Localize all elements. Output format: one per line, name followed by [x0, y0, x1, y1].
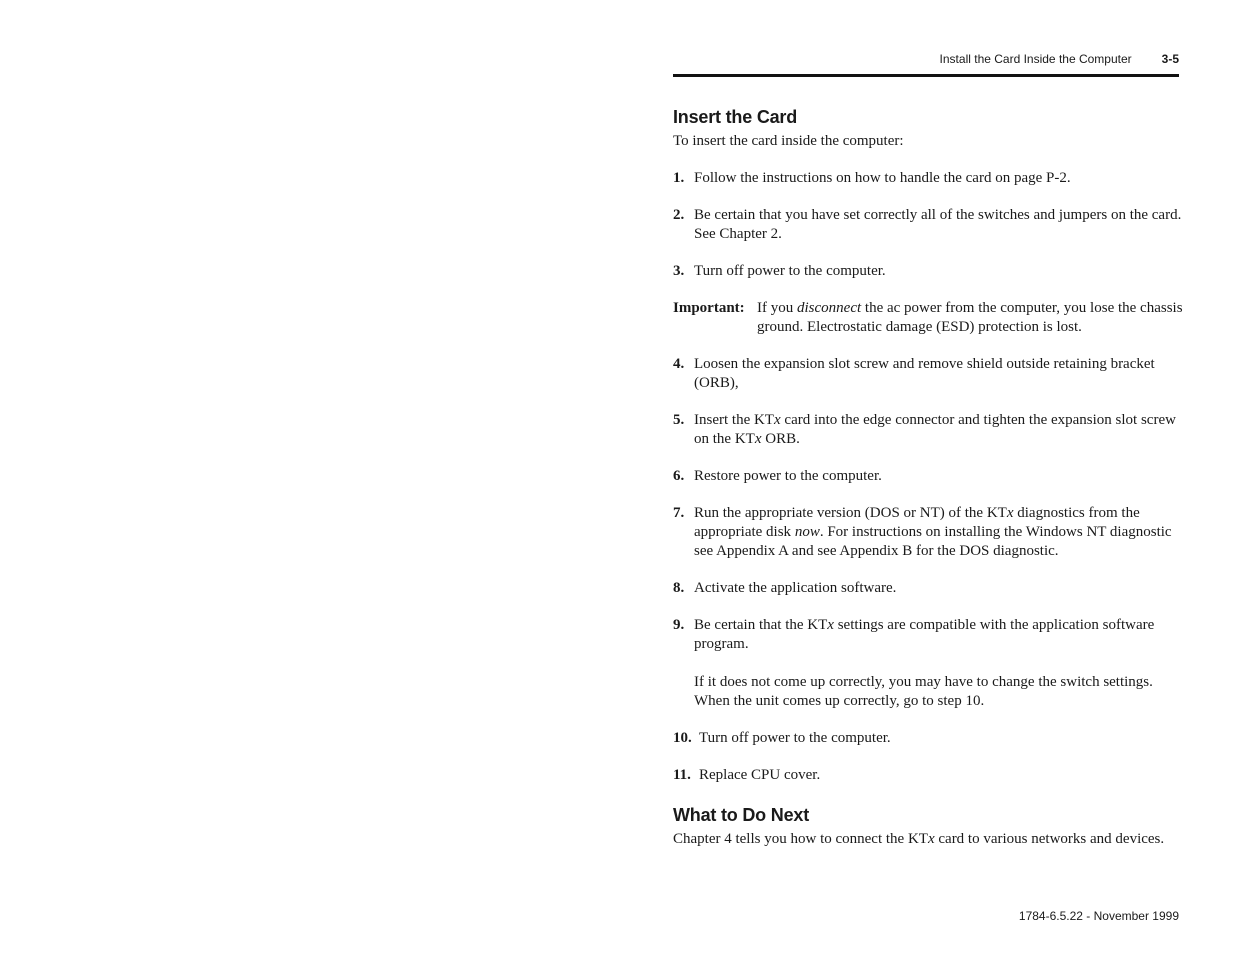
step-3: [673, 262, 1183, 281]
step-text: Follow the instructions on how to handle the card on page P-2.: [694, 170, 1071, 186]
step-text-part: Be certain that the KT: [694, 617, 828, 633]
important-label: Important:: [673, 300, 745, 316]
step-number: 6.: [673, 468, 685, 484]
ktx-suffix: x: [773, 412, 781, 428]
page-content: [673, 106, 1183, 849]
step-11: [673, 766, 1183, 785]
step-number: 8.: [673, 580, 685, 596]
step-text: Activate the application software.: [694, 580, 897, 596]
step-1: [673, 169, 1183, 188]
step-text-part: Run the appropriate version (DOS or NT) of the KT: [694, 505, 1007, 521]
step-text: Turn off power to the computer.: [694, 263, 886, 279]
step-5: [673, 411, 1183, 449]
step-text: [694, 504, 1183, 561]
step-text-part: diagnostics from the appropriate disk: [694, 505, 1140, 540]
what-next-text-part: Chapter 4 tells you how to connect the KT: [673, 831, 928, 847]
step-text: Restore power to the computer.: [694, 468, 882, 484]
step-2: [673, 206, 1183, 244]
ktx-suffix: x: [927, 831, 935, 847]
page-footer: 1784-6.5.22 - November 1999: [1018, 909, 1179, 923]
step-text-part: Insert the KT: [694, 412, 774, 428]
step-7: [673, 504, 1183, 561]
step-number: 7.: [673, 505, 685, 521]
step-text: Be certain that you have set correctly all of the switches and jumpers on the card. See Chapter 2.: [694, 207, 1182, 242]
section-heading-what-next: What to Do Next: [673, 805, 809, 825]
step-text: [694, 616, 1183, 654]
step-number: 2.: [673, 207, 685, 223]
step-4: [673, 355, 1183, 393]
ktx-suffix: x: [1006, 505, 1014, 521]
what-next-text-part: card to various networks and devices.: [934, 831, 1165, 847]
step-8: [673, 579, 1183, 598]
step-text: [694, 411, 1183, 449]
what-next-text: [673, 830, 1183, 849]
step-6: [673, 467, 1183, 486]
header-rule: [673, 74, 1179, 77]
step-text-part: . For instructions on installing the Windows NT diagnostic see Appendix A and see Appendix B for the DOS diagnostic.: [694, 524, 1172, 559]
step-number: 11.: [673, 767, 691, 783]
step-9: [673, 616, 1183, 654]
important-emphasis: disconnect: [797, 300, 862, 316]
step-number: 10.: [673, 730, 692, 746]
step-text-part: ORB.: [761, 431, 800, 447]
section-heading-insert-card: Insert the Card: [673, 107, 798, 127]
important-text: [757, 299, 1183, 337]
step-text-part: settings are compatible with the application software program.: [694, 617, 1155, 652]
page-number: 3-5: [1161, 52, 1179, 66]
important-note: [673, 299, 1183, 337]
step-text: Turn off power to the computer.: [699, 730, 891, 746]
step-text: Replace CPU cover.: [699, 767, 821, 783]
step-number: 9.: [673, 617, 685, 633]
step-text: Loosen the expansion slot screw and remove shield outside retaining bracket (ORB),: [694, 356, 1155, 391]
step-9-note: If it does not come up correctly, you may have to change the switch settings. When the unit comes up correctly, go to step 10.: [694, 674, 1153, 709]
step-number: 5.: [673, 412, 685, 428]
step-number: 4.: [673, 356, 685, 372]
intro-text: To insert the card inside the computer:: [673, 133, 904, 149]
step-emphasis: now: [794, 524, 820, 540]
important-text-pre: If you: [757, 300, 797, 316]
header-title: Install the Card Inside the Computer: [939, 52, 1132, 66]
step-text-part: card into the edge connector and tighten the expansion slot screw on the KT: [694, 412, 1176, 447]
ktx-suffix: x: [827, 617, 834, 633]
step-number: 1.: [673, 170, 685, 186]
page-header: [673, 52, 1179, 68]
step-number: 3.: [673, 263, 685, 279]
step-10: [673, 729, 1183, 748]
important-text-post: the ac power from the computer, you lose the chassis ground. Electrostatic damage (ESD) protection is lost.: [757, 300, 1183, 335]
ktx-suffix: x: [754, 431, 762, 447]
